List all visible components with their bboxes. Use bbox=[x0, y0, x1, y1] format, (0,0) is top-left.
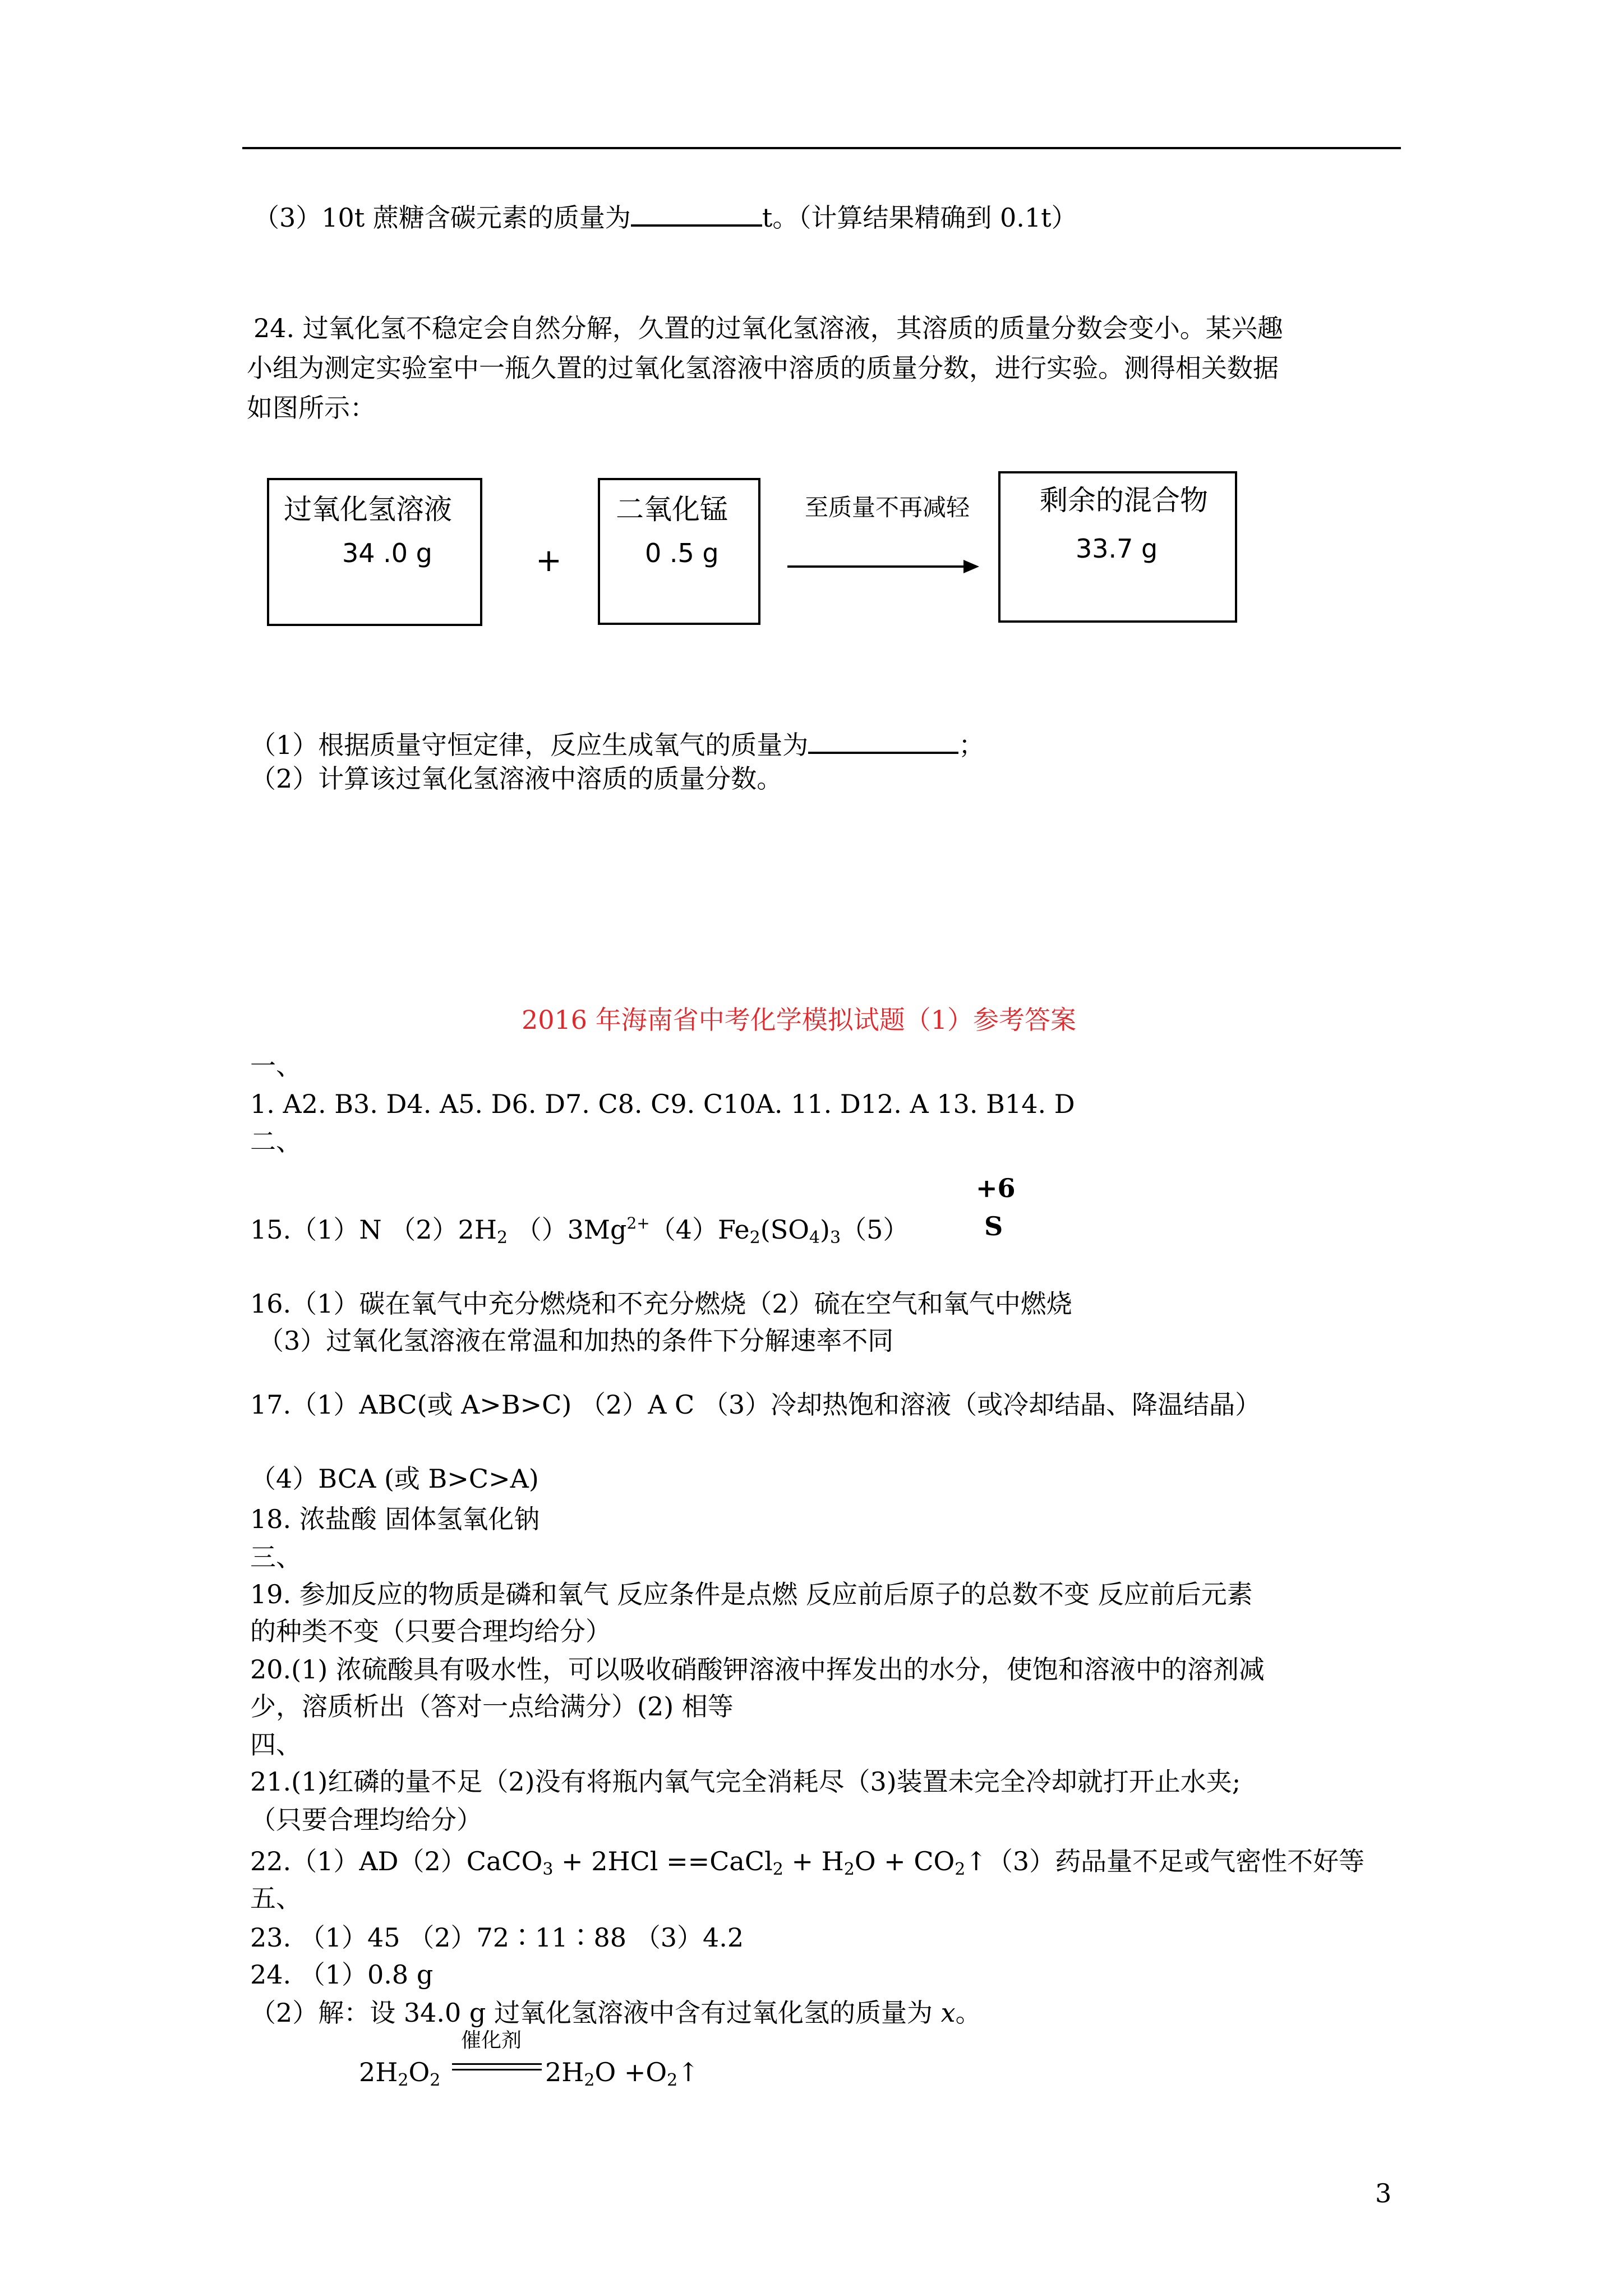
answer-blank bbox=[808, 727, 958, 754]
answer-17-line1: 17.（1）ABC(或 A>B>C) （2）A C （3）冷却热饱和溶液（或冷却结晶、降温结晶） bbox=[250, 1389, 1261, 1420]
arrow-label: 至质量不再减轻 bbox=[805, 494, 970, 521]
a15-sup: 2+ bbox=[626, 1214, 650, 1232]
answer-20-line2: 少，溶质析出（答对一点给满分）(2) 相等 bbox=[250, 1691, 734, 1722]
q23-part3-suffix: t。（计算结果精确到 0.1t） bbox=[762, 203, 1077, 233]
answer-24-2 bbox=[250, 1996, 981, 2030]
page-number: 3 bbox=[1375, 2178, 1392, 2208]
box-remaining-mixture bbox=[998, 471, 1237, 623]
box1-value: 34 .0 g bbox=[342, 538, 432, 568]
section-1: 一、 bbox=[250, 1051, 302, 1081]
q23-part3-text: （3）10t 蔗糖含碳元素的质量为 bbox=[253, 203, 631, 233]
answer-21-line1: 21.(1)红磷的量不足（2)没有将瓶内氧气完全消耗尽（3)装置未完全冷却就打开止水夹; bbox=[250, 1766, 1241, 1797]
eq-text: 2H bbox=[545, 2057, 584, 2087]
eq-sub: 2 bbox=[667, 2070, 678, 2090]
a15-sub: 4 bbox=[809, 1228, 820, 1248]
a15-text: （4）Fe bbox=[649, 1214, 750, 1245]
answers-title: 2016 年海南省中考化学模拟试题（1）参考答案 bbox=[522, 1005, 1076, 1035]
a15-text: （）3Mg bbox=[508, 1214, 627, 1245]
a22-text: O + CO bbox=[854, 1846, 955, 1876]
q24-part2: （2）计算该过氧化氢溶液中溶质的质量分数。 bbox=[250, 763, 783, 794]
eq-sub: 2 bbox=[398, 2070, 409, 2090]
a15-text: (SO bbox=[760, 1214, 809, 1245]
a15-sub: 2 bbox=[496, 1228, 508, 1248]
a22-text: 22.（1）AD（2）CaCO bbox=[250, 1846, 543, 1876]
answer-1-14: 1. A2. B3. D4. A5. D6. D7. C8. C9. C10A. 11. D12. A 13. B14. D bbox=[250, 1089, 1075, 1119]
a22-text: + 2HCl ==CaCl bbox=[553, 1846, 773, 1876]
equation-right bbox=[545, 2055, 699, 2089]
q24-line3: 如图所示： bbox=[247, 393, 376, 423]
box1-label: 过氧化氢溶液 bbox=[284, 493, 452, 526]
answer-22 bbox=[250, 1844, 1364, 1878]
a22-sub: 2 bbox=[955, 1860, 966, 1879]
answer-15 bbox=[250, 1213, 909, 1246]
section-2: 二、 bbox=[250, 1126, 302, 1157]
sulfur-symbol: S bbox=[984, 1211, 1003, 1241]
eq-text: 2H bbox=[359, 2057, 398, 2087]
a15-text: ) bbox=[820, 1214, 830, 1245]
q24-part1-suffix: ； bbox=[958, 730, 985, 760]
a15-sub: 3 bbox=[829, 1228, 841, 1248]
a15-text: （5） bbox=[841, 1214, 909, 1245]
section-3: 三、 bbox=[250, 1542, 302, 1572]
answer-20-line1: 20.(1) 浓硫酸具有吸水性，可以吸收硝酸钾溶液中挥发出的水分，使饱和溶液中的溶剂减 bbox=[250, 1654, 1265, 1685]
answer-19-line2: 的种类不变（只要合理均给分） bbox=[250, 1616, 611, 1646]
a15-text: 15.（1）N （2）2H bbox=[250, 1214, 497, 1245]
section-4: 四、 bbox=[250, 1729, 302, 1760]
valence-label: +6 bbox=[976, 1173, 1016, 1203]
q23-part3 bbox=[253, 200, 1077, 234]
eq-text: O bbox=[408, 2057, 430, 2087]
q24-line2: 小组为测定实验室中一瓶久置的过氧化氢溶液中溶质的质量分数，进行实验。测得相关数据 bbox=[247, 353, 1279, 383]
box2-value: 0 .5 g bbox=[645, 538, 719, 568]
box3-label: 剩余的混合物 bbox=[1040, 484, 1208, 517]
eq-sub: 2 bbox=[584, 2070, 595, 2090]
answer-19-line1: 19. 参加反应的物质是磷和氧气 反应条件是点燃 反应前后原子的总数不变 反应前后元素 bbox=[250, 1579, 1253, 1609]
answer-21-line2: （只要合理均给分） bbox=[250, 1805, 482, 1835]
plus-sign: + bbox=[536, 542, 562, 579]
equation-sign-top bbox=[452, 2063, 542, 2065]
eq-sub: 2 bbox=[430, 2070, 441, 2090]
equation-left bbox=[359, 2055, 440, 2089]
box3-value: 33.7 g bbox=[1076, 533, 1158, 564]
right-arrow-icon bbox=[785, 555, 981, 578]
answer-23: 23. （1）45 （2）72∶11∶88 （3）4.2 bbox=[250, 1922, 744, 1953]
equation-sign-bottom bbox=[452, 2069, 542, 2070]
a22-text: ↑（3）药品量不足或气密性不好等 bbox=[965, 1846, 1365, 1876]
a22-text: + H bbox=[783, 1846, 844, 1876]
a24-variable: x bbox=[940, 1998, 956, 2028]
a24-text: 。 bbox=[955, 1998, 981, 2028]
a15-sub: 2 bbox=[749, 1228, 760, 1248]
q24-line1: 24. 过氧化氢不稳定会自然分解，久置的过氧化氢溶液，其溶质的质量分数会变小。某兴趣 bbox=[253, 313, 1283, 343]
catalyst-label: 催化剂 bbox=[461, 2029, 522, 2052]
a24-text: （2）解：设 34.0 g 过氧化氢溶液中含有过氧化氢的质量为 bbox=[250, 1998, 941, 2028]
a22-sub: 3 bbox=[542, 1860, 554, 1879]
box-manganese-dioxide bbox=[598, 478, 760, 625]
answer-18: 18. 浓盐酸 固体氢氧化钠 bbox=[250, 1504, 540, 1534]
eq-text: ↑ bbox=[677, 2057, 699, 2087]
a22-sub: 2 bbox=[843, 1860, 855, 1879]
answer-16-line1: 16.（1）碳在氧气中充分燃烧和不充分燃烧（2）硫在空气和氧气中燃烧 bbox=[250, 1289, 1072, 1319]
box2-label: 二氧化锰 bbox=[616, 493, 728, 526]
box-hydrogen-peroxide bbox=[267, 478, 482, 626]
answer-blank bbox=[631, 200, 762, 227]
q24-part1 bbox=[250, 727, 984, 762]
a22-sub: 2 bbox=[772, 1860, 783, 1879]
answer-16-line2: （3）过氧化氢溶液在常温和加热的条件下分解速率不同 bbox=[258, 1326, 894, 1356]
answer-24-1: 24. （1）0.8 g bbox=[250, 1959, 434, 1990]
q24-part1-text: （1）根据质量守恒定律，反应生成氧气的质量为 bbox=[250, 730, 809, 760]
answer-17-line2: （4）BCA (或 B>C>A) bbox=[250, 1464, 539, 1494]
section-5: 五、 bbox=[250, 1883, 302, 1913]
header-rule bbox=[242, 147, 1401, 149]
eq-text: O +O bbox=[594, 2057, 667, 2087]
